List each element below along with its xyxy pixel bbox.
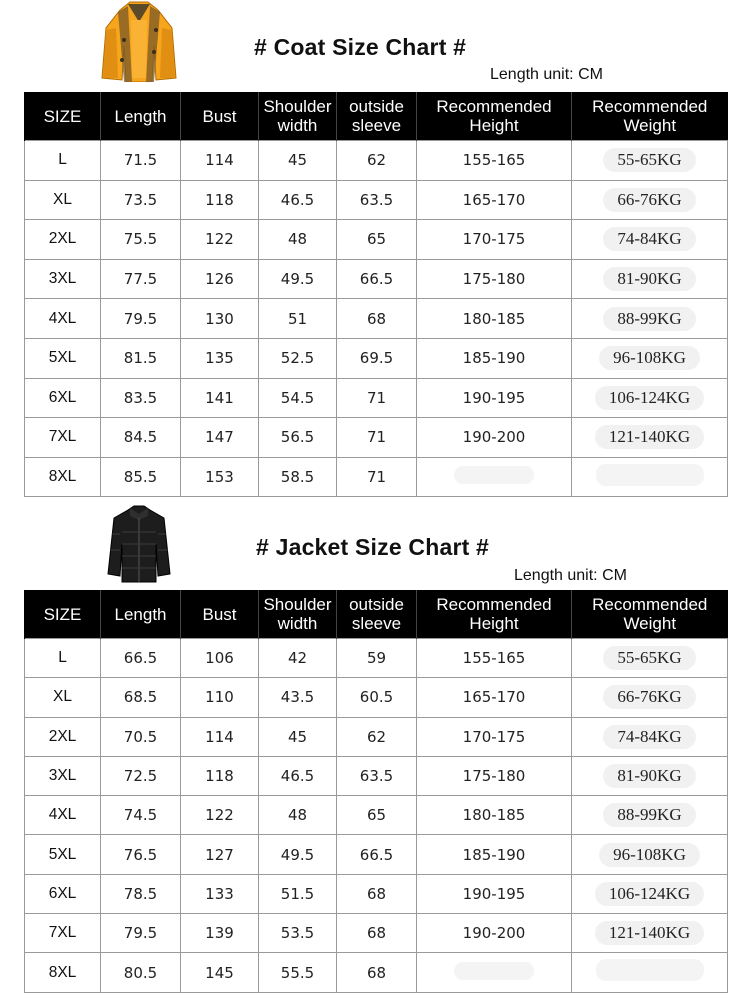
shoulder-cell: 55.5 [259, 953, 337, 992]
bust-cell: 110 [181, 678, 259, 717]
size-cell: 7XL [25, 418, 101, 458]
header-recommended-weight: Recommended Weight [572, 590, 728, 639]
size-cell: XL [25, 180, 101, 220]
length-cell: 71.5 [101, 141, 181, 181]
header-size: SIZE [25, 590, 101, 639]
table-row [25, 835, 728, 874]
weight-value: 66-76KG [603, 685, 695, 709]
sleeve-cell: 62 [337, 717, 417, 756]
sleeve-cell: 71 [337, 418, 417, 458]
blank-placeholder [454, 466, 534, 484]
weight-value: 88-99KG [603, 803, 695, 827]
table-row [25, 717, 728, 756]
bust-cell: 118 [181, 180, 259, 220]
height-cell: 165-170 [417, 678, 572, 717]
weight-cell [572, 378, 728, 418]
table-row [25, 259, 728, 299]
size-cell: 4XL [25, 796, 101, 835]
shoulder-cell: 48 [259, 796, 337, 835]
length-cell: 79.5 [101, 914, 181, 953]
bust-cell: 147 [181, 418, 259, 458]
sleeve-cell: 68 [337, 914, 417, 953]
bust-cell: 122 [181, 220, 259, 260]
length-cell: 68.5 [101, 678, 181, 717]
length-cell: 81.5 [101, 338, 181, 378]
weight-value: 106-124KG [595, 386, 704, 410]
length-cell: 80.5 [101, 953, 181, 992]
size-cell: 5XL [25, 338, 101, 378]
bust-cell: 145 [181, 953, 259, 992]
jacket-length-unit: Length unit: CM [514, 567, 627, 584]
height-cell: 175-180 [417, 259, 572, 299]
weight-value: 74-84KG [603, 227, 695, 251]
shoulder-cell: 45 [259, 141, 337, 181]
weight-cell [572, 835, 728, 874]
length-cell: 83.5 [101, 378, 181, 418]
sleeve-cell: 63.5 [337, 180, 417, 220]
blank-placeholder [454, 962, 534, 980]
length-cell: 73.5 [101, 180, 181, 220]
shoulder-cell: 42 [259, 639, 337, 678]
header-recommended-height: Recommended Height [417, 92, 572, 141]
shoulder-cell: 58.5 [259, 457, 337, 497]
bust-cell: 106 [181, 639, 259, 678]
length-cell: 76.5 [101, 835, 181, 874]
weight-cell-empty [572, 457, 728, 497]
shoulder-cell: 49.5 [259, 835, 337, 874]
bust-cell: 114 [181, 717, 259, 756]
coat-size-table [24, 92, 728, 497]
sleeve-cell: 66.5 [337, 259, 417, 299]
coat-chart-title: # Coat Size Chart # [254, 34, 467, 60]
length-cell: 72.5 [101, 756, 181, 795]
height-cell: 190-195 [417, 874, 572, 913]
weight-value: 96-108KG [599, 346, 700, 370]
weight-cell [572, 220, 728, 260]
table-row [25, 141, 728, 181]
bust-cell: 118 [181, 756, 259, 795]
sleeve-cell: 68 [337, 299, 417, 339]
weight-value: 81-90KG [603, 267, 695, 291]
table-header-row [25, 590, 728, 639]
sleeve-cell: 68 [337, 953, 417, 992]
weight-cell [572, 874, 728, 913]
height-cell: 190-200 [417, 914, 572, 953]
size-cell: 8XL [25, 457, 101, 497]
size-cell: 2XL [25, 220, 101, 260]
weight-cell [572, 338, 728, 378]
size-cell: 3XL [25, 756, 101, 795]
length-cell: 66.5 [101, 639, 181, 678]
sleeve-cell: 69.5 [337, 338, 417, 378]
jacket-product-thumbnail [104, 504, 174, 584]
sleeve-cell: 65 [337, 796, 417, 835]
shoulder-cell: 45 [259, 717, 337, 756]
weight-value: 55-65KG [603, 646, 695, 670]
bust-cell: 126 [181, 259, 259, 299]
height-cell: 155-165 [417, 639, 572, 678]
table-row [25, 756, 728, 795]
weight-cell [572, 914, 728, 953]
length-cell: 78.5 [101, 874, 181, 913]
length-cell: 74.5 [101, 796, 181, 835]
size-cell: 8XL [25, 953, 101, 992]
weight-cell [572, 141, 728, 181]
length-cell: 85.5 [101, 457, 181, 497]
weight-value: 88-99KG [603, 307, 695, 331]
length-cell: 84.5 [101, 418, 181, 458]
bust-cell: 135 [181, 338, 259, 378]
shoulder-cell: 53.5 [259, 914, 337, 953]
height-cell: 180-185 [417, 796, 572, 835]
height-cell: 190-195 [417, 378, 572, 418]
header-shoulder-width: Shoulder width [259, 92, 337, 141]
sleeve-cell: 71 [337, 457, 417, 497]
length-cell: 75.5 [101, 220, 181, 260]
coat-product-thumbnail [98, 0, 180, 82]
size-cell: 3XL [25, 259, 101, 299]
header-length: Length [101, 590, 181, 639]
weight-cell [572, 639, 728, 678]
weight-value: 66-76KG [603, 188, 695, 212]
sleeve-cell: 65 [337, 220, 417, 260]
jacket-size-chart-section [0, 502, 750, 1002]
size-cell: 5XL [25, 835, 101, 874]
table-row [25, 457, 728, 497]
sleeve-cell: 63.5 [337, 756, 417, 795]
weight-cell [572, 678, 728, 717]
sleeve-cell: 71 [337, 378, 417, 418]
shoulder-cell: 49.5 [259, 259, 337, 299]
table-header-row [25, 92, 728, 141]
size-cell: 7XL [25, 914, 101, 953]
table-row [25, 953, 728, 992]
bust-cell: 133 [181, 874, 259, 913]
table-row [25, 299, 728, 339]
sleeve-cell: 59 [337, 639, 417, 678]
weight-value: 121-140KG [595, 921, 704, 945]
weight-value: 81-90KG [603, 764, 695, 788]
weight-cell [572, 259, 728, 299]
bust-cell: 122 [181, 796, 259, 835]
length-cell: 79.5 [101, 299, 181, 339]
height-cell: 190-200 [417, 418, 572, 458]
height-cell: 155-165 [417, 141, 572, 181]
header-recommended-weight: Recommended Weight [572, 92, 728, 141]
height-cell: 170-175 [417, 717, 572, 756]
shoulder-cell: 54.5 [259, 378, 337, 418]
coat-image [98, 0, 180, 82]
sleeve-cell: 68 [337, 874, 417, 913]
table-row [25, 796, 728, 835]
sleeve-cell: 62 [337, 141, 417, 181]
size-cell: L [25, 639, 101, 678]
weight-cell [572, 180, 728, 220]
header-bust: Bust [181, 590, 259, 639]
length-cell: 77.5 [101, 259, 181, 299]
size-cell: 6XL [25, 378, 101, 418]
bust-cell: 127 [181, 835, 259, 874]
weight-cell [572, 299, 728, 339]
weight-value: 55-65KG [603, 148, 695, 172]
header-recommended-height: Recommended Height [417, 590, 572, 639]
shoulder-cell: 56.5 [259, 418, 337, 458]
blank-placeholder [596, 464, 704, 486]
height-cell: 185-190 [417, 835, 572, 874]
table-row [25, 678, 728, 717]
shoulder-cell: 46.5 [259, 180, 337, 220]
shoulder-cell: 48 [259, 220, 337, 260]
bust-cell: 153 [181, 457, 259, 497]
length-cell: 70.5 [101, 717, 181, 756]
header-outside-sleeve: outside sleeve [337, 590, 417, 639]
shoulder-cell: 46.5 [259, 756, 337, 795]
height-cell: 180-185 [417, 299, 572, 339]
table-row [25, 180, 728, 220]
header-outside-sleeve: outside sleeve [337, 92, 417, 141]
bust-cell: 130 [181, 299, 259, 339]
table-row [25, 220, 728, 260]
bust-cell: 139 [181, 914, 259, 953]
shoulder-cell: 52.5 [259, 338, 337, 378]
weight-value: 96-108KG [599, 843, 700, 867]
jacket-size-table [24, 590, 728, 993]
height-cell: 170-175 [417, 220, 572, 260]
coat-length-unit: Length unit: CM [490, 66, 603, 83]
header-length: Length [101, 92, 181, 141]
jacket-image [104, 504, 174, 584]
table-row [25, 639, 728, 678]
header-shoulder-width: Shoulder width [259, 590, 337, 639]
shoulder-cell: 51.5 [259, 874, 337, 913]
weight-cell [572, 796, 728, 835]
size-cell: 2XL [25, 717, 101, 756]
blank-placeholder [596, 959, 704, 981]
height-cell: 165-170 [417, 180, 572, 220]
table-row [25, 418, 728, 458]
table-row [25, 378, 728, 418]
size-cell: L [25, 141, 101, 181]
sleeve-cell: 60.5 [337, 678, 417, 717]
height-cell: 175-180 [417, 756, 572, 795]
weight-cell [572, 418, 728, 458]
height-cell: 185-190 [417, 338, 572, 378]
table-row [25, 874, 728, 913]
size-cell: XL [25, 678, 101, 717]
header-size: SIZE [25, 92, 101, 141]
weight-cell-empty [572, 953, 728, 992]
table-row [25, 914, 728, 953]
size-cell: 4XL [25, 299, 101, 339]
table-row [25, 338, 728, 378]
height-cell-empty [417, 953, 572, 992]
header-bust: Bust [181, 92, 259, 141]
bust-cell: 114 [181, 141, 259, 181]
shoulder-cell: 43.5 [259, 678, 337, 717]
jacket-chart-title: # Jacket Size Chart # [256, 534, 490, 560]
weight-value: 106-124KG [595, 882, 704, 906]
height-cell-empty [417, 457, 572, 497]
shoulder-cell: 51 [259, 299, 337, 339]
weight-cell [572, 717, 728, 756]
sleeve-cell: 66.5 [337, 835, 417, 874]
bust-cell: 141 [181, 378, 259, 418]
size-cell: 6XL [25, 874, 101, 913]
weight-value: 121-140KG [595, 425, 704, 449]
weight-value: 74-84KG [603, 725, 695, 749]
weight-cell [572, 756, 728, 795]
